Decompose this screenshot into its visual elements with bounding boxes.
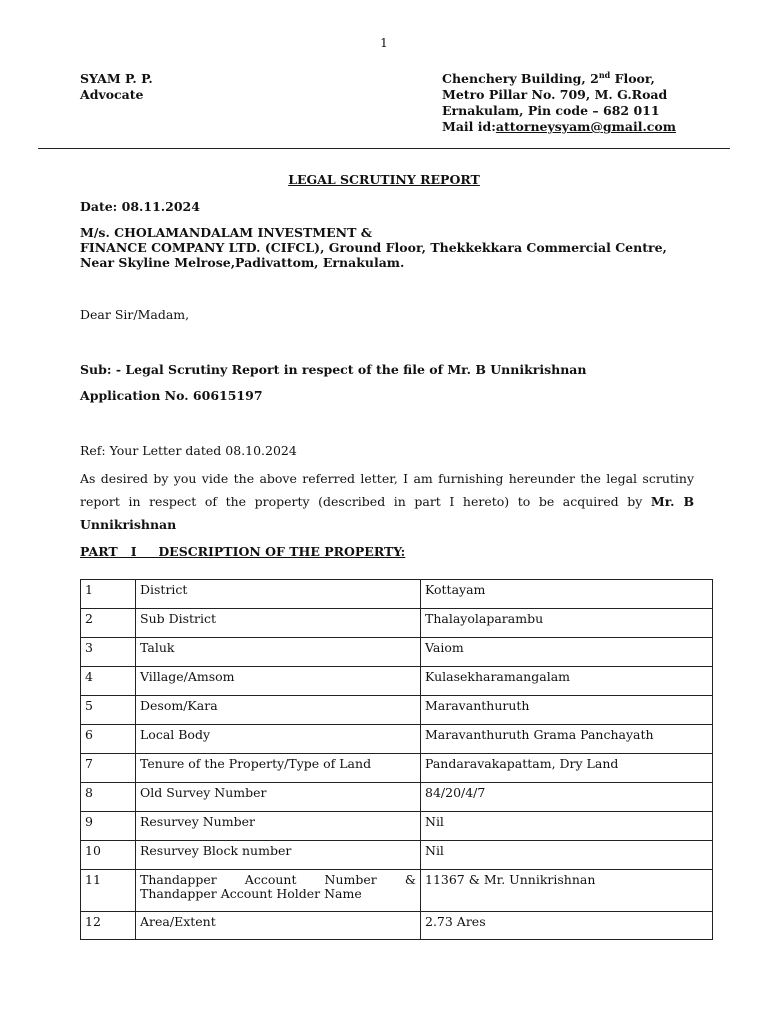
email-link[interactable]: attorneysyam@gmail.com [495, 119, 676, 134]
row-value: Nil [421, 812, 713, 841]
row-field: Local Body [136, 725, 421, 754]
letterhead-address [442, 71, 676, 135]
row-value: 11367 & Mr. Unnikrishnan [421, 870, 713, 912]
row-field: Village/Amsom [136, 667, 421, 696]
letterhead-left [80, 71, 153, 103]
row-value: Nil [421, 841, 713, 870]
property-description-table [80, 579, 713, 940]
addressee-line-1: M/s. CHOLAMANDALAM INVESTMENT & [80, 225, 373, 240]
addressee-line-3: Near Skyline Melrose,Padivattom, Ernakulam. [80, 255, 405, 270]
table-row [81, 870, 713, 912]
table-row [81, 912, 713, 940]
row-field: Old Survey Number [136, 783, 421, 812]
row-field [136, 870, 421, 912]
row-field: Sub District [136, 609, 421, 638]
row-value: Kulasekharamangalam [421, 667, 713, 696]
row-field: District [136, 580, 421, 609]
table-row [81, 725, 713, 754]
row-field: Resurvey Block number [136, 841, 421, 870]
row-value: Kottayam [421, 580, 713, 609]
row-value: Pandaravakapattam, Dry Land [421, 754, 713, 783]
row-field: Desom/Kara [136, 696, 421, 725]
row-field: Resurvey Number [136, 812, 421, 841]
intro-applicant-name: Mr. B Unnikrishnan [80, 494, 695, 532]
row-value: 84/20/4/7 [421, 783, 713, 812]
row-number: 3 [81, 638, 136, 667]
table-row [81, 638, 713, 667]
row-value: 2.73 Ares [421, 912, 713, 940]
report-date: Date: 08.11.2024 [80, 199, 200, 214]
advocate-title: Advocate [80, 87, 144, 102]
addressee-line-2: FINANCE COMPANY LTD. (CIFCL), Ground Floor, Thekkekkara Commercial Centre, [80, 240, 667, 255]
row-number: 10 [81, 841, 136, 870]
row-value: Vaiom [421, 638, 713, 667]
row-number: 11 [81, 870, 136, 912]
row-field-line-2: Thandapper Account Holder Name [140, 886, 362, 901]
addressee-block [80, 225, 667, 270]
address-line-1: Chenchery Building, 2nd Floor, [442, 69, 655, 86]
row-field: Tenure of the Property/Type of Land [136, 754, 421, 783]
row-number: 6 [81, 725, 136, 754]
row-number: 9 [81, 812, 136, 841]
mail-line: Mail id:attorneysyam@gmail.com [442, 119, 676, 134]
address-line-3: Ernakulam, Pin code – 682 011 [442, 103, 660, 118]
advocate-name: SYAM P. P. [80, 71, 153, 86]
row-field-line-1: Thandapper Account Number & [140, 872, 416, 887]
row-field: Taluk [136, 638, 421, 667]
subject-line: Sub: - Legal Scrutiny Report in respect of the file of Mr. B Unnikrishnan [80, 362, 587, 377]
table-row [81, 841, 713, 870]
table-row [81, 783, 713, 812]
row-value: Maravanthuruth [421, 696, 713, 725]
table-row [81, 812, 713, 841]
row-number: 12 [81, 912, 136, 940]
table-row [81, 667, 713, 696]
page-number: 1 [380, 36, 388, 50]
row-number: 7 [81, 754, 136, 783]
address-line-2: Metro Pillar No. 709, M. G.Road [442, 87, 668, 102]
salutation: Dear Sir/Madam, [80, 307, 190, 322]
table-row [81, 609, 713, 638]
header-divider [38, 148, 730, 149]
row-value: Maravanthuruth Grama Panchayath [421, 725, 713, 754]
row-number: 5 [81, 696, 136, 725]
row-field: Area/Extent [136, 912, 421, 940]
reference-line: Ref: Your Letter dated 08.10.2024 [80, 443, 297, 458]
row-number: 8 [81, 783, 136, 812]
row-number: 1 [81, 580, 136, 609]
application-number: Application No. 60615197 [80, 388, 263, 403]
table-row [81, 754, 713, 783]
part-heading: PART I DESCRIPTION OF THE PROPERTY: [80, 544, 406, 559]
row-number: 2 [81, 609, 136, 638]
table-row [81, 696, 713, 725]
report-title: LEGAL SCRUTINY REPORT [288, 172, 480, 187]
intro-paragraph: As desired by you vide the above referred letter, I am furnishing hereunder the legal scrutiny report in respect of the property (described in part I hereto) to be acquired by Mr. B Unnikrishnan [80, 471, 695, 532]
table-row [81, 580, 713, 609]
row-value: Thalayolaparambu [421, 609, 713, 638]
row-number: 4 [81, 667, 136, 696]
